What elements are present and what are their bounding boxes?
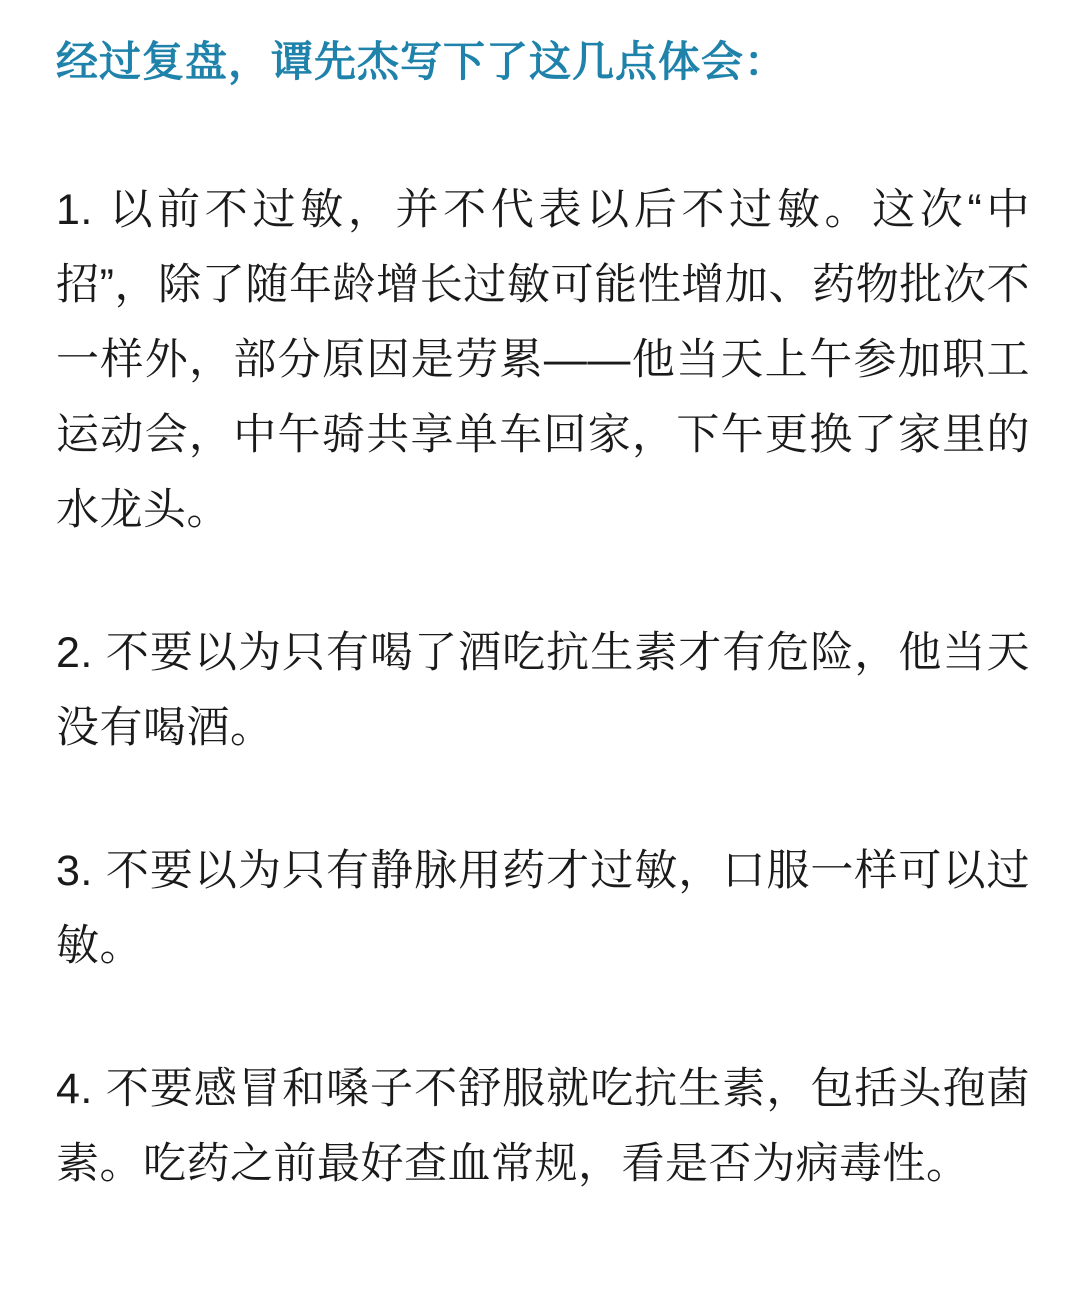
article-paragraph-1: 1. 以前不过敏，并不代表以后不过敏。这次“中招”，除了随年龄增长过敏可能性增加、药物批次不一样外，部分原因是劳累——他当天上午参加职工运动会，中午骑共享单车回家，下午更换了家里的水龙头。	[56, 185, 1030, 534]
article-paragraph-2: 2. 不要以为只有喝了酒吃抗生素才有危险，他当天没有喝酒。	[56, 628, 1030, 752]
article-paragraph-3: 3. 不要以为只有静脉用药才过敏，口服一样可以过敏。	[56, 846, 1030, 970]
article-heading: 经过复盘，谭先杰写下了这几点体会：	[56, 38, 788, 85]
article-body	[56, 173, 1030, 1202]
article-paragraph-4: 4. 不要感冒和嗓子不舒服就吃抗生素，包括头孢菌素。吃药之前最好查血常规，看是否为病毒性。	[56, 1064, 1030, 1188]
